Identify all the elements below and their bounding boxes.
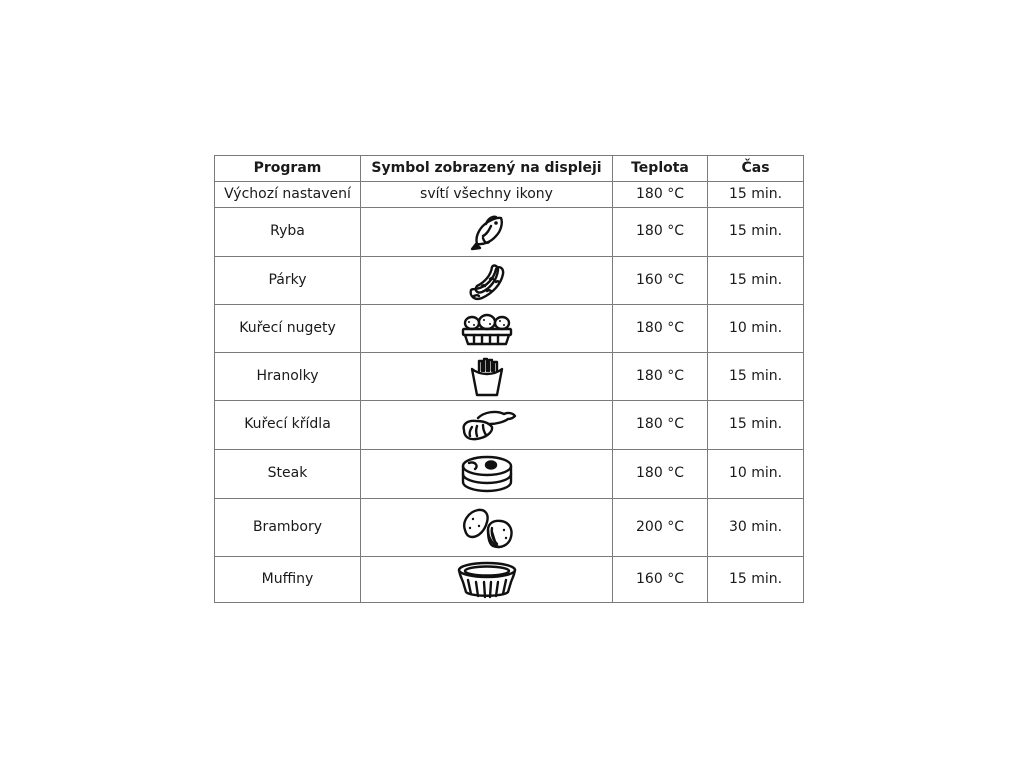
symbol-text: svítí všechny ikony: [361, 182, 613, 208]
temperature-value: 200 °C: [613, 499, 708, 557]
symbol-cell: [361, 208, 613, 257]
sausages-icon: [465, 260, 509, 302]
header-temperature: Teplota: [613, 156, 708, 182]
time-value: 15 min.: [708, 557, 804, 603]
steak-icon: [459, 454, 515, 494]
table-row: [215, 557, 804, 603]
program-name: Párky: [215, 257, 361, 305]
program-name: Výchozí nastavení: [215, 182, 361, 208]
program-name: Kuřecí nugety: [215, 305, 361, 353]
time-value: 15 min.: [708, 208, 804, 257]
temperature-value: 160 °C: [613, 257, 708, 305]
time-value: 15 min.: [708, 401, 804, 450]
temperature-value: 180 °C: [613, 182, 708, 208]
program-name: Ryba: [215, 208, 361, 257]
program-name: Muffiny: [215, 557, 361, 603]
header-program: Program: [215, 156, 361, 182]
symbol-cell: [361, 401, 613, 450]
header-symbol: Symbol zobrazený na displeji: [361, 156, 613, 182]
time-value: 15 min.: [708, 182, 804, 208]
temperature-value: 180 °C: [613, 401, 708, 450]
time-value: 10 min.: [708, 450, 804, 499]
table-row: [215, 257, 804, 305]
nuggets-icon: [460, 312, 514, 346]
symbol-cell: [361, 353, 613, 401]
symbol-cell: [361, 305, 613, 353]
time-value: 30 min.: [708, 499, 804, 557]
time-value: 10 min.: [708, 305, 804, 353]
header-row: [215, 156, 804, 182]
table-row: [215, 208, 804, 257]
temperature-value: 180 °C: [613, 353, 708, 401]
fries-icon: [467, 357, 507, 397]
chicken-wings-icon: [456, 408, 518, 442]
program-name: Kuřecí křídla: [215, 401, 361, 450]
table-row: [215, 182, 804, 208]
program-table: [214, 155, 804, 603]
table-row: [215, 499, 804, 557]
table-row: [215, 450, 804, 499]
fish-icon: [467, 212, 507, 252]
temperature-value: 180 °C: [613, 208, 708, 257]
table-row: [215, 401, 804, 450]
potatoes-icon: [459, 506, 515, 550]
program-name: Brambory: [215, 499, 361, 557]
temperature-value: 180 °C: [613, 305, 708, 353]
time-value: 15 min.: [708, 257, 804, 305]
table-row: [215, 353, 804, 401]
header-time: Čas: [708, 156, 804, 182]
temperature-value: 160 °C: [613, 557, 708, 603]
muffin-icon: [456, 560, 518, 600]
symbol-cell: [361, 557, 613, 603]
temperature-value: 180 °C: [613, 450, 708, 499]
program-name: Steak: [215, 450, 361, 499]
time-value: 15 min.: [708, 353, 804, 401]
symbol-cell: [361, 499, 613, 557]
table-row: [215, 305, 804, 353]
symbol-cell: [361, 257, 613, 305]
program-name: Hranolky: [215, 353, 361, 401]
symbol-cell: [361, 450, 613, 499]
